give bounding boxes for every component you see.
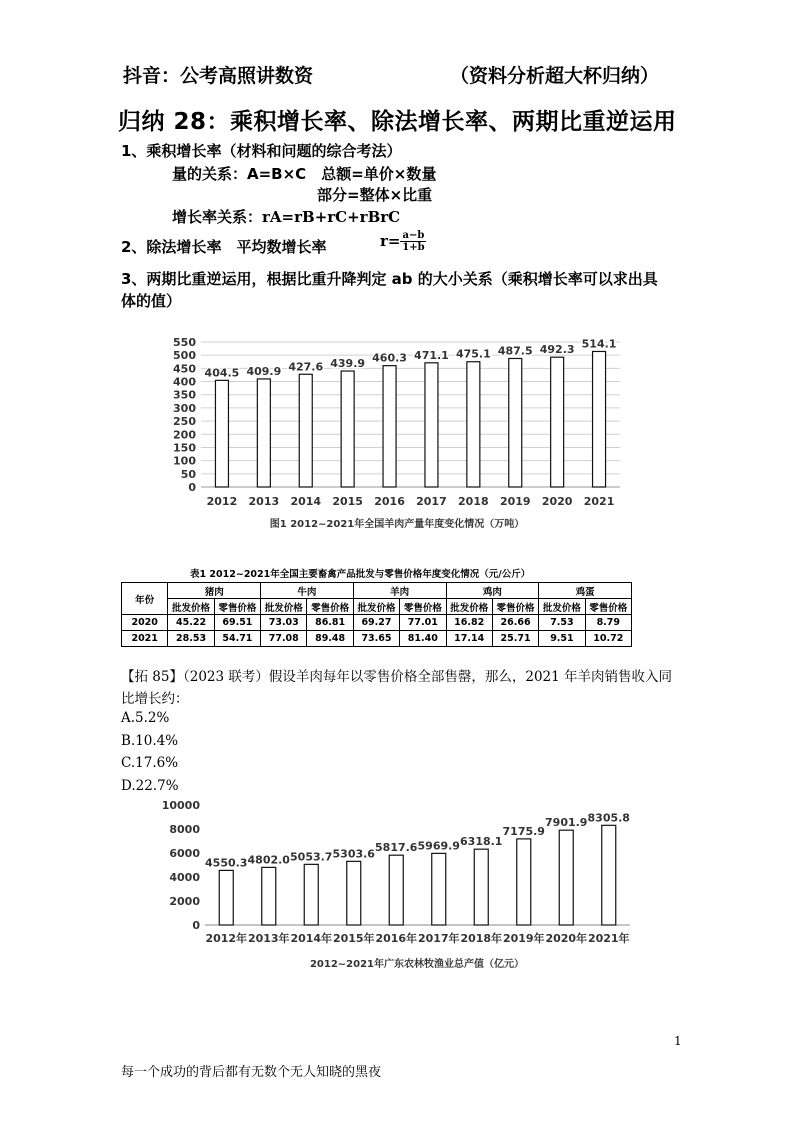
y-tick-label: 450 xyxy=(173,362,196,376)
bar xyxy=(559,830,573,925)
subheader-retail: 零售价格 xyxy=(214,599,260,615)
subheader-wholesale: 批发价格 xyxy=(168,599,214,615)
bar xyxy=(602,825,616,925)
table-cell: 77.08 xyxy=(261,631,307,647)
x-tick-label: 2017 xyxy=(416,495,447,508)
y-tick-label: 10000 xyxy=(161,799,200,812)
bar xyxy=(304,864,318,925)
table-cell: 77.01 xyxy=(400,615,446,631)
rate-formula: rA=rB+rC+rBrC xyxy=(262,208,401,226)
subheader-retail: 零售价格 xyxy=(400,599,446,615)
formula-denominator: 1+b xyxy=(402,242,425,253)
bar xyxy=(474,849,488,925)
x-tick-label: 2016 xyxy=(374,495,405,508)
data-label: 487.5 xyxy=(497,344,533,358)
data-label: 6318.1 xyxy=(460,835,503,849)
subheader-wholesale: 批发价格 xyxy=(353,599,399,615)
y-tick-label: 250 xyxy=(173,415,196,429)
data-label: 7175.9 xyxy=(502,824,545,838)
table-row xyxy=(122,631,632,647)
table-row xyxy=(122,615,632,631)
group-pork: 猪肉 xyxy=(168,583,261,599)
y-tick-label: 50 xyxy=(180,467,196,481)
x-tick-label: 2014年 xyxy=(290,932,333,945)
data-label: 409.9 xyxy=(246,364,282,378)
y-tick-label: 350 xyxy=(173,388,196,402)
table-cell: 25.71 xyxy=(492,631,538,647)
page-number: 1 xyxy=(674,1034,682,1048)
subheader-wholesale: 批发价格 xyxy=(261,599,307,615)
table-cell: 17.14 xyxy=(446,631,492,647)
y-tick-label: 200 xyxy=(173,428,196,442)
y-tick-label: 8000 xyxy=(169,823,200,836)
table-cell: 81.40 xyxy=(400,631,446,647)
rate-relation xyxy=(172,206,400,227)
bar xyxy=(467,362,480,487)
mutton-production-chart xyxy=(165,330,635,535)
x-tick-label: 2018年 xyxy=(460,932,503,945)
bar xyxy=(593,351,606,487)
option-a[interactable]: A.5.2% xyxy=(121,710,170,726)
data-label: 5053.7 xyxy=(290,850,333,864)
y-tick-label: 300 xyxy=(173,401,196,415)
x-tick-label: 2015 xyxy=(332,495,363,508)
subheader-retail: 零售价格 xyxy=(307,599,353,615)
y-tick-label: 100 xyxy=(173,454,196,468)
table-cell: 7.53 xyxy=(539,615,585,631)
bar xyxy=(215,380,228,487)
table-cell: 73.65 xyxy=(353,631,399,647)
data-label: 460.3 xyxy=(372,351,407,365)
x-tick-label: 2019 xyxy=(499,495,531,508)
data-label: 404.5 xyxy=(204,366,240,380)
section1-heading: 1、乘积增长率（材料和问题的综合考法） xyxy=(121,142,402,160)
x-tick-label: 2013 xyxy=(248,495,280,508)
bar xyxy=(257,379,270,487)
y-tick-label: 400 xyxy=(173,375,196,389)
y-tick-label: 0 xyxy=(188,481,196,494)
bar xyxy=(299,374,312,487)
data-label: 514.1 xyxy=(581,337,617,351)
page-title: 归纳 28：乘积增长率、除法增长率、两期比重逆运用 xyxy=(118,109,677,135)
table-cell: 8.79 xyxy=(585,615,631,631)
section2-heading: 2、除法增长率 平均数增长率 xyxy=(121,238,327,256)
data-label: 8305.8 xyxy=(587,811,630,825)
option-c[interactable]: C.17.6% xyxy=(121,755,179,771)
header-right: （资料分析超大杯归纳） xyxy=(450,65,660,87)
bar xyxy=(347,861,361,925)
question-line1 xyxy=(121,665,672,685)
data-label: 5817.6 xyxy=(375,841,418,855)
guangdong-output-chart xyxy=(155,795,650,975)
data-label: 427.6 xyxy=(288,360,324,374)
x-tick-label: 2020 xyxy=(541,495,573,508)
bar xyxy=(432,853,446,925)
y-tick-label: 4000 xyxy=(169,871,200,884)
bar xyxy=(389,855,403,925)
x-tick-label: 2021年 xyxy=(587,932,630,945)
x-tick-label: 2012 xyxy=(206,495,238,508)
bar xyxy=(341,371,354,487)
y-tick-label: 0 xyxy=(192,919,200,932)
y-tick-label: 2000 xyxy=(169,895,200,908)
y-tick-label: 550 xyxy=(173,336,196,349)
data-label: 492.3 xyxy=(539,343,575,357)
table-group-row xyxy=(122,583,632,599)
chart1-title: 图1 2012~2021年全国羊肉产量年度变化情况（万吨） xyxy=(269,519,525,530)
section1-line2: 部分=整体×比重 xyxy=(317,186,433,204)
x-tick-label: 2019年 xyxy=(502,932,545,945)
x-tick-label: 2015年 xyxy=(332,932,375,945)
division-formula xyxy=(380,230,426,253)
table-cell: 89.48 xyxy=(307,631,353,647)
section1-line1: 量的关系：A=B×C 总额=单价×数量 xyxy=(172,165,437,183)
table-caption: 表1 2012~2021年全国主要畜禽产品批发与零售价格年度变化情况（元/公斤） xyxy=(190,569,531,580)
bar xyxy=(262,867,276,925)
table-cell: 9.51 xyxy=(539,631,585,647)
y-tick-label: 150 xyxy=(173,441,196,455)
subheader-retail: 零售价格 xyxy=(585,599,631,615)
x-tick-label: 2021 xyxy=(583,495,615,508)
subheader-wholesale: 批发价格 xyxy=(446,599,492,615)
x-tick-label: 2020年 xyxy=(545,932,588,945)
option-b[interactable]: B.10.4% xyxy=(121,733,179,749)
formula-numerator: a−b xyxy=(402,230,425,241)
x-tick-label: 2013年 xyxy=(247,932,290,945)
subheader-retail: 零售价格 xyxy=(492,599,538,615)
group-beef: 牛肉 xyxy=(261,583,354,599)
bar xyxy=(219,870,233,925)
table-cell: 28.53 xyxy=(168,631,214,647)
table-cell: 45.22 xyxy=(168,615,214,631)
data-label: 7901.9 xyxy=(545,816,588,830)
option-d[interactable]: D.22.7% xyxy=(121,778,179,794)
bar xyxy=(517,839,531,925)
table-cell: 54.71 xyxy=(214,631,260,647)
price-table xyxy=(121,582,632,647)
data-label: 5303.6 xyxy=(332,847,375,861)
section3-line2: 体的值） xyxy=(121,292,182,310)
bar xyxy=(383,366,396,487)
question-text: （2023 联考）假设羊肉每年以零售价格全部售罄，那么，2021 年羊肉销售收入同 xyxy=(182,669,673,685)
row-year: 2020 xyxy=(122,615,168,631)
year-header: 年份 xyxy=(122,583,168,615)
group-mutton: 羊肉 xyxy=(353,583,446,599)
formula-r: r= xyxy=(380,232,401,250)
table-cell: 86.81 xyxy=(307,615,353,631)
data-label: 4550.3 xyxy=(205,856,248,870)
group-egg: 鸡蛋 xyxy=(539,583,632,599)
subheader-wholesale: 批发价格 xyxy=(539,599,585,615)
table-cell: 16.82 xyxy=(446,615,492,631)
chart2-title: 2012~2021年广东农林牧渔业总产值（亿元） xyxy=(309,959,525,970)
data-label: 4802.0 xyxy=(247,853,290,867)
bar xyxy=(425,363,438,487)
group-chicken: 鸡肉 xyxy=(446,583,539,599)
table-cell: 10.72 xyxy=(585,631,631,647)
question-label: 【拓 85】 xyxy=(121,669,183,685)
table-cell: 69.27 xyxy=(353,615,399,631)
data-label: 475.1 xyxy=(455,347,491,361)
table-cell: 69.51 xyxy=(214,615,260,631)
row-year: 2021 xyxy=(122,631,168,647)
bar xyxy=(551,357,564,487)
y-tick-label: 500 xyxy=(173,349,196,363)
x-tick-label: 2018 xyxy=(458,495,489,508)
table-cell: 26.66 xyxy=(492,615,538,631)
x-tick-label: 2017年 xyxy=(417,932,460,945)
rate-label: 增长率关系： xyxy=(172,208,263,226)
x-tick-label: 2016年 xyxy=(375,932,418,945)
data-label: 5969.9 xyxy=(417,839,460,853)
x-tick-label: 2014 xyxy=(290,495,322,508)
data-label: 439.9 xyxy=(330,357,366,371)
section3-line1: 3、两期比重逆运用，根据比重升降判定 ab 的大小关系（乘积增长率可以求出具 xyxy=(121,270,658,288)
header-left: 抖音：公考高照讲数资 xyxy=(123,65,314,87)
x-tick-label: 2012年 xyxy=(205,932,248,945)
table-subheader-row xyxy=(122,599,632,615)
table-cell: 73.03 xyxy=(261,615,307,631)
footer-motto: 每一个成功的背后都有无数个无人知晓的黑夜 xyxy=(121,1065,382,1080)
formula-fraction xyxy=(400,230,426,253)
question-line2: 比增长约： xyxy=(121,691,189,707)
bar xyxy=(509,358,522,487)
y-tick-label: 6000 xyxy=(169,847,200,860)
data-label: 471.1 xyxy=(414,348,449,362)
